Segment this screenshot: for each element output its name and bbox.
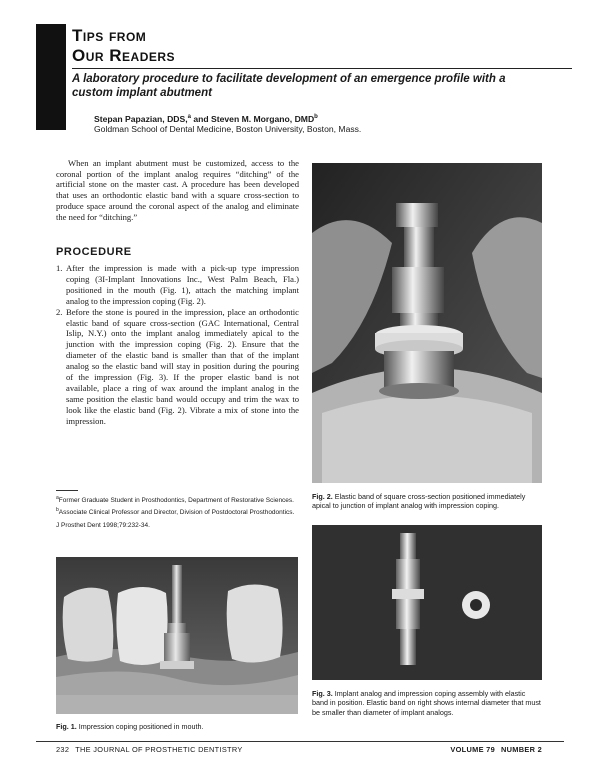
procedure-step — [56, 307, 299, 427]
procedure-steps — [56, 263, 299, 427]
author-1-mark: a — [187, 114, 191, 120]
figure-2-image — [312, 163, 542, 483]
section-heading — [72, 26, 175, 66]
procedure-heading: PROCEDURE — [56, 246, 132, 258]
procedure-step — [56, 263, 299, 307]
footer-rule — [36, 741, 564, 742]
footnote — [56, 494, 296, 506]
figure-3-label: Fig. 3. — [312, 689, 333, 698]
footnotes — [56, 494, 296, 530]
figure-3-photo — [312, 525, 542, 680]
figure-1-caption-text: Impression coping positioned in mouth. — [78, 722, 204, 731]
author-joiner: and — [190, 113, 212, 124]
article-title: A laboratory procedure to facilitate development of an emergence profile with a custom implant abutment — [72, 73, 506, 99]
figure-1-image — [56, 557, 298, 714]
step-number: 2. — [56, 306, 63, 317]
heading-rule — [72, 68, 572, 69]
figure-2-photo — [312, 163, 542, 483]
step-text: Before the stone is poured in the impression, place an orthodontic elastic band of square cross-section (GAC International, Central Islip, N.Y.) onto the implant analog immediately apical to the junction with the impression coping (Fig. 2). Ensure that the diameter of the elastic band is smaller than that of the implant analog so the elastic band will stay in position during the pouring of the impression (Fig. 3). If the proper elastic band is not available, place a ring of wax around the implant analog in the same position the elastic band would occupy and trim the wax to look like the elastic band (Fig. 2). Vibrate a mix of stone into the impression. — [66, 306, 299, 426]
step-text: After the impression is made with a pick-up type impression coping (3I-Implant Innovations Inc., West Palm Beach, Fla.) positioned in the mouth (Fig. 1), attach the matching implant analog to the impression coping (Fig. 2). — [66, 263, 299, 306]
footnote-text: Associate Clinical Professor and Director, Division of Postdoctoral Prosthodontics. — [58, 508, 295, 516]
journal-name: THE JOURNAL OF PROSTHETIC DENTISTRY — [75, 745, 243, 754]
step-number: 1. — [56, 263, 63, 273]
figure-3-caption — [312, 689, 542, 717]
authors-line — [94, 112, 318, 125]
footnote-mark: b — [56, 506, 59, 513]
affiliation: Goldman School of Dental Medicine, Boston University, Boston, Mass. — [94, 124, 362, 134]
section-side-bar — [36, 24, 66, 130]
intro-paragraph: When an implant abutment must be customized, access to the coronal portion of the implant analog requires “ditching” of the artificial stone on the master cast. A procedure has been developed that uses an orthodontic elastic band with a square cross-section to produce space around the coronal aspect of the analog and eliminate the need for “ditching.” — [56, 158, 299, 222]
figure-2-caption — [312, 492, 542, 511]
author-2-mark: b — [314, 114, 318, 120]
figure-2-label: Fig. 2. — [312, 492, 333, 501]
footnote — [56, 506, 296, 518]
figure-1-photo — [56, 557, 298, 714]
section-heading-line1: Tips from — [72, 26, 147, 45]
citation: J Prosthet Dent 1998;79:232-34. — [56, 521, 150, 529]
author-2: Steven M. Morgano, DMD — [211, 113, 315, 124]
footnote-rule — [56, 490, 78, 491]
page-number: 232 — [56, 745, 70, 754]
figure-1-label: Fig. 1. — [56, 722, 77, 731]
figure-3-caption-text: Implant analog and impression coping assembly with elastic band in position. Elastic band on right shows internal diameter that must be smaller than diameter of implant analogs. — [312, 689, 541, 717]
figure-1-caption — [56, 722, 298, 731]
footer-left — [56, 745, 243, 754]
issue-number: NUMBER 2 — [501, 745, 542, 754]
footnote-text: Former Graduate Student in Prosthodontics, Department of Restorative Sciences. — [58, 497, 294, 505]
footnote-mark: a — [56, 495, 59, 501]
figure-2-caption-text: Elastic band of square cross-section positioned immediately apical to junction of implant analog with impression coping. — [312, 492, 526, 511]
volume: VOLUME 79 — [450, 745, 495, 754]
author-1: Stepan Papazian, DDS, — [94, 113, 188, 124]
section-heading-line2: Our Readers — [72, 46, 176, 65]
figure-3-image — [312, 525, 542, 680]
footer-right — [450, 745, 542, 754]
